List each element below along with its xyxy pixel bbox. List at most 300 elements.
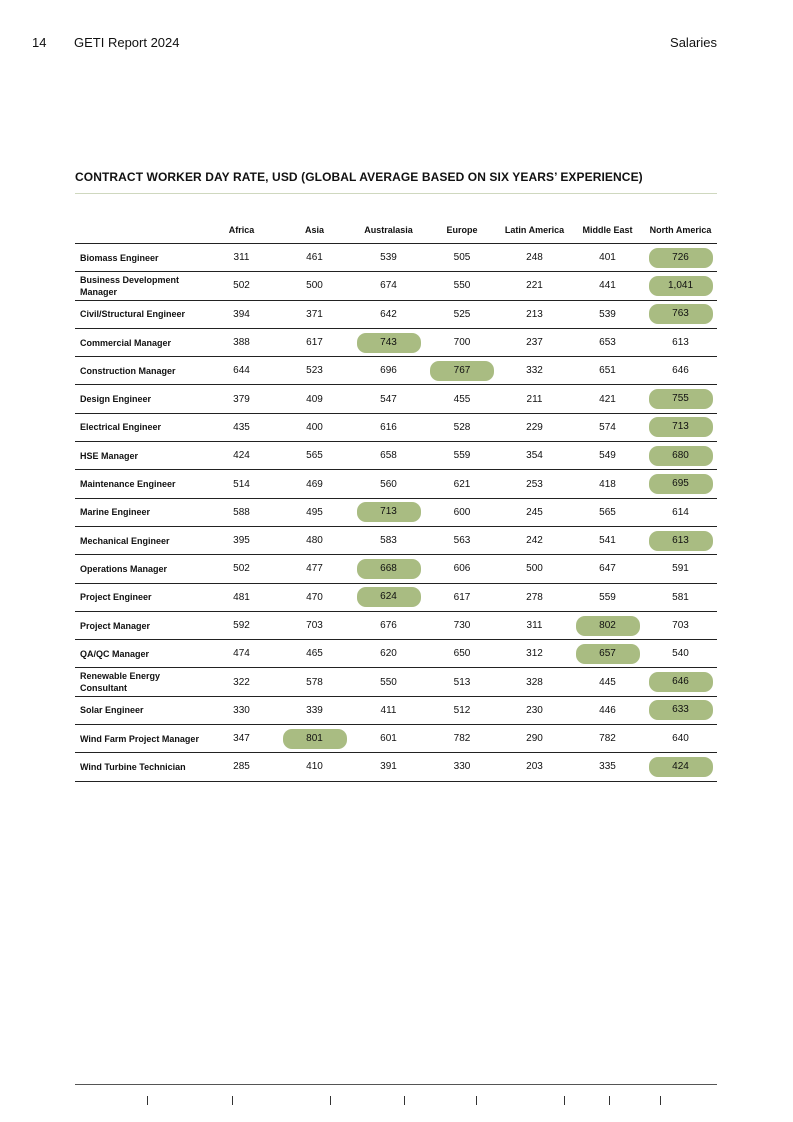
table-row: [75, 753, 717, 781]
rate-value: 474: [233, 648, 250, 660]
rate-value: 644: [233, 365, 250, 377]
rate-cell: [644, 470, 717, 498]
rate-cell: [644, 244, 717, 272]
rate-value: 237: [526, 337, 543, 349]
rate-value: 409: [306, 393, 323, 405]
role-name: Maintenance Engineer: [75, 470, 205, 498]
rate-cell: [351, 328, 426, 356]
rate-cell: [644, 696, 717, 724]
rate-value: 470: [306, 591, 323, 603]
rate-cell: [644, 753, 717, 781]
rate-value: 461: [306, 252, 323, 264]
rate-cell: [205, 300, 278, 328]
table-row: [75, 385, 717, 413]
rate-cell: [351, 526, 426, 554]
highlighted-rate-value: 680: [649, 446, 713, 466]
rate-cell: [351, 498, 426, 526]
rate-cell: [278, 753, 351, 781]
rate-value: 650: [453, 648, 471, 660]
rate-value: 441: [599, 280, 616, 292]
table-row: [75, 725, 717, 753]
rate-value: 550: [453, 280, 471, 292]
rate-value: 563: [453, 535, 471, 547]
rate-cell: [498, 300, 571, 328]
rate-cell: [351, 725, 426, 753]
table-row: [75, 526, 717, 554]
rate-value: 311: [233, 252, 250, 264]
rate-value: 578: [306, 676, 323, 688]
rate-cell: [351, 272, 426, 300]
rate-cell: [571, 470, 644, 498]
rate-cell: [571, 668, 644, 696]
day-rate-table: [75, 217, 717, 782]
rate-value: 328: [526, 676, 543, 688]
rate-value: 229: [526, 421, 543, 433]
rate-cell: [426, 498, 498, 526]
rate-cell: [426, 668, 498, 696]
rate-cell: [571, 498, 644, 526]
table-row: [75, 555, 717, 583]
rate-cell: [426, 272, 498, 300]
highlighted-rate-value: 802: [576, 616, 640, 636]
column-header: Asia: [278, 217, 351, 244]
rate-cell: [498, 611, 571, 639]
table-row: [75, 611, 717, 639]
rate-value: 502: [233, 280, 250, 292]
rate-cell: [278, 555, 351, 583]
rate-value: 354: [526, 450, 543, 462]
rate-value: 565: [306, 450, 323, 462]
highlighted-rate-value: 695: [649, 474, 713, 494]
rate-value: 512: [453, 704, 471, 716]
rate-value: 674: [380, 280, 397, 292]
rate-cell: [205, 555, 278, 583]
rate-cell: [278, 357, 351, 385]
rate-value: 500: [306, 280, 323, 292]
rate-cell: [205, 753, 278, 781]
rate-value: 481: [233, 591, 250, 603]
rate-cell: [351, 385, 426, 413]
rate-value: 469: [306, 478, 323, 490]
rate-cell: [426, 583, 498, 611]
rate-value: 418: [599, 478, 616, 490]
rate-cell: [205, 668, 278, 696]
rate-value: 400: [306, 421, 323, 433]
rate-cell: [644, 442, 717, 470]
rate-cell: [644, 611, 717, 639]
rate-cell: [498, 725, 571, 753]
rate-value: 541: [599, 535, 616, 547]
rate-cell: [426, 357, 498, 385]
rate-cell: [278, 696, 351, 724]
role-name: Design Engineer: [75, 385, 205, 413]
rate-cell: [644, 300, 717, 328]
highlighted-rate-value: 713: [357, 502, 421, 522]
rate-cell: [205, 470, 278, 498]
rate-cell: [426, 328, 498, 356]
rate-cell: [498, 328, 571, 356]
footer-divider: [75, 1084, 717, 1085]
rate-cell: [278, 413, 351, 441]
rate-cell: [644, 725, 717, 753]
table-row: [75, 640, 717, 668]
rate-cell: [426, 725, 498, 753]
rate-cell: [498, 555, 571, 583]
rate-cell: [351, 640, 426, 668]
rate-value: 505: [453, 252, 471, 264]
rate-cell: [498, 753, 571, 781]
rate-cell: [351, 668, 426, 696]
rate-value: 539: [380, 252, 397, 264]
highlighted-rate-value: 1,041: [649, 276, 713, 296]
highlighted-rate-value: 646: [649, 672, 713, 692]
rate-cell: [498, 244, 571, 272]
role-name: Renewable Energy Consultant: [75, 668, 205, 696]
rate-value: 588: [233, 506, 250, 518]
rate-cell: [426, 300, 498, 328]
rate-value: 401: [599, 252, 616, 264]
highlighted-rate-value: 424: [649, 757, 713, 777]
rate-value: 248: [526, 252, 543, 264]
rate-value: 620: [380, 648, 397, 660]
rate-cell: [498, 498, 571, 526]
rate-value: 394: [233, 308, 250, 320]
highlighted-rate-value: 713: [649, 417, 713, 437]
footer-tick: [660, 1096, 661, 1105]
rate-value: 330: [453, 761, 471, 773]
rate-cell: [205, 244, 278, 272]
table-row: [75, 696, 717, 724]
rate-cell: [278, 526, 351, 554]
rate-value: 539: [599, 308, 616, 320]
table-row: [75, 583, 717, 611]
rate-cell: [498, 640, 571, 668]
table-row: [75, 244, 717, 272]
rate-value: 379: [233, 393, 250, 405]
rate-cell: [498, 442, 571, 470]
role-column-header: [75, 217, 205, 244]
rate-cell: [571, 583, 644, 611]
rate-value: 242: [526, 535, 543, 547]
rate-cell: [205, 272, 278, 300]
rate-cell: [426, 555, 498, 583]
rate-value: 600: [453, 506, 471, 518]
rate-value: 290: [526, 733, 543, 745]
rate-cell: [278, 470, 351, 498]
rate-value: 606: [453, 563, 471, 575]
rate-value: 581: [672, 591, 689, 603]
rate-value: 559: [453, 450, 471, 462]
rate-value: 371: [306, 308, 323, 320]
rate-value: 651: [599, 365, 616, 377]
rate-value: 513: [453, 676, 471, 688]
rate-cell: [278, 498, 351, 526]
highlighted-rate-value: 726: [649, 248, 713, 268]
rate-cell: [571, 640, 644, 668]
rate-value: 616: [380, 421, 397, 433]
column-header: Australasia: [351, 217, 426, 244]
rate-value: 278: [526, 591, 543, 603]
rate-value: 395: [233, 535, 250, 547]
rate-cell: [498, 526, 571, 554]
rate-cell: [426, 385, 498, 413]
rate-cell: [571, 413, 644, 441]
rate-cell: [205, 385, 278, 413]
rate-cell: [571, 725, 644, 753]
rate-cell: [644, 583, 717, 611]
table-body: [75, 244, 717, 782]
rate-cell: [571, 272, 644, 300]
rate-cell: [498, 696, 571, 724]
rate-value: 642: [380, 308, 397, 320]
rate-cell: [571, 357, 644, 385]
rate-value: 245: [526, 506, 543, 518]
rate-cell: [571, 696, 644, 724]
highlighted-rate-value: 801: [283, 729, 347, 749]
rate-value: 332: [526, 365, 543, 377]
rate-value: 782: [599, 733, 616, 745]
rate-value: 455: [453, 393, 471, 405]
page-number: 14: [32, 35, 47, 50]
rate-cell: [498, 357, 571, 385]
footer-tick: [564, 1096, 565, 1105]
rate-cell: [278, 442, 351, 470]
rate-cell: [571, 300, 644, 328]
rate-value: 203: [526, 761, 543, 773]
rate-value: 347: [233, 733, 250, 745]
rate-cell: [571, 385, 644, 413]
rate-cell: [644, 640, 717, 668]
rate-cell: [426, 611, 498, 639]
table-row: [75, 413, 717, 441]
role-name: Project Engineer: [75, 583, 205, 611]
rate-value: 523: [306, 365, 323, 377]
rate-value: 411: [380, 704, 397, 716]
rate-value: 700: [453, 337, 471, 349]
rate-cell: [498, 668, 571, 696]
table-row: [75, 470, 717, 498]
rate-cell: [278, 328, 351, 356]
table-row: [75, 300, 717, 328]
rate-value: 560: [380, 478, 397, 490]
role-name: Biomass Engineer: [75, 244, 205, 272]
rate-value: 388: [233, 337, 250, 349]
rate-cell: [351, 470, 426, 498]
rate-value: 330: [233, 704, 250, 716]
rate-value: 230: [526, 704, 543, 716]
rate-value: 285: [233, 761, 250, 773]
rate-cell: [278, 640, 351, 668]
highlighted-rate-value: 624: [357, 587, 421, 607]
rate-value: 646: [672, 365, 689, 377]
rate-cell: [571, 526, 644, 554]
rate-value: 703: [306, 620, 323, 631]
rate-cell: [278, 611, 351, 639]
rate-value: 647: [599, 563, 616, 575]
rate-value: 601: [380, 733, 397, 745]
rate-cell: [426, 470, 498, 498]
title-divider: [75, 193, 717, 194]
rate-cell: [205, 498, 278, 526]
rate-value: 495: [306, 506, 323, 518]
rate-cell: [205, 725, 278, 753]
rate-value: 525: [453, 308, 471, 320]
rate-value: 514: [233, 478, 250, 490]
rate-cell: [426, 753, 498, 781]
highlighted-rate-value: 657: [576, 644, 640, 664]
rate-cell: [205, 357, 278, 385]
rate-cell: [498, 413, 571, 441]
table-row: [75, 272, 717, 300]
rate-value: 446: [599, 704, 616, 716]
rate-cell: [205, 583, 278, 611]
rate-cell: [351, 583, 426, 611]
rate-cell: [498, 583, 571, 611]
rate-value: 653: [599, 337, 616, 349]
column-header: Latin America: [498, 217, 571, 244]
role-name: HSE Manager: [75, 442, 205, 470]
rate-cell: [205, 442, 278, 470]
rate-cell: [278, 668, 351, 696]
rate-cell: [571, 244, 644, 272]
highlighted-rate-value: 613: [649, 531, 713, 551]
rate-value: 592: [233, 620, 250, 631]
rate-value: 540: [672, 648, 689, 660]
rate-value: 335: [599, 761, 616, 773]
rate-value: 591: [672, 563, 689, 575]
column-header: Middle East: [571, 217, 644, 244]
rate-cell: [571, 328, 644, 356]
rate-cell: [426, 640, 498, 668]
rate-cell: [571, 555, 644, 583]
highlighted-rate-value: 668: [357, 559, 421, 579]
rate-value: 502: [233, 563, 250, 575]
rate-cell: [278, 385, 351, 413]
footer-tick: [609, 1096, 610, 1105]
rate-value: 617: [453, 591, 471, 603]
rate-cell: [205, 640, 278, 668]
role-name: QA/QC Manager: [75, 640, 205, 668]
section-label: Salaries: [670, 35, 717, 50]
rate-cell: [205, 413, 278, 441]
highlighted-rate-value: 767: [430, 361, 494, 381]
role-name: Business Development Manager: [75, 272, 205, 300]
rate-cell: [351, 413, 426, 441]
rate-value: 211: [526, 393, 543, 405]
rate-value: 221: [526, 280, 543, 292]
rate-value: 410: [306, 761, 323, 773]
rate-cell: [644, 526, 717, 554]
rate-cell: [571, 442, 644, 470]
role-name: Wind Farm Project Manager: [75, 725, 205, 753]
highlighted-rate-value: 755: [649, 389, 713, 409]
rate-value: 445: [599, 676, 616, 688]
rate-value: 565: [599, 506, 616, 518]
rate-value: 465: [306, 648, 323, 660]
rate-cell: [498, 470, 571, 498]
footer-tick: [476, 1096, 477, 1105]
footer-tick: [232, 1096, 233, 1105]
rate-cell: [571, 611, 644, 639]
rate-value: 613: [672, 337, 689, 349]
highlighted-rate-value: 633: [649, 700, 713, 720]
rate-cell: [644, 498, 717, 526]
rate-value: 253: [526, 478, 543, 490]
rate-cell: [498, 272, 571, 300]
rate-cell: [278, 300, 351, 328]
rate-value: 549: [599, 450, 616, 462]
rate-cell: [351, 244, 426, 272]
rate-cell: [205, 696, 278, 724]
rate-value: 640: [672, 733, 689, 745]
rate-cell: [351, 555, 426, 583]
role-name: Solar Engineer: [75, 696, 205, 724]
rate-value: 621: [453, 478, 471, 490]
footer-tick: [404, 1096, 405, 1105]
rate-cell: [278, 583, 351, 611]
highlighted-rate-value: 763: [649, 304, 713, 324]
highlighted-rate-value: 743: [357, 333, 421, 353]
rate-cell: [644, 328, 717, 356]
rate-cell: [351, 753, 426, 781]
rate-value: 782: [453, 733, 471, 745]
rate-cell: [644, 385, 717, 413]
rate-value: 312: [526, 648, 543, 660]
footer-tick: [330, 1096, 331, 1105]
rate-value: 391: [380, 761, 397, 773]
column-header: Africa: [205, 217, 278, 244]
rate-value: 477: [306, 563, 323, 575]
rate-value: 696: [380, 365, 397, 377]
rate-value: 480: [306, 535, 323, 547]
rate-cell: [351, 611, 426, 639]
rate-cell: [571, 753, 644, 781]
rate-cell: [498, 385, 571, 413]
rate-cell: [205, 328, 278, 356]
table-row: [75, 442, 717, 470]
table-title: CONTRACT WORKER DAY RATE, USD (GLOBAL AVERAGE BASED ON SIX YEARS’ EXPERIENCE): [75, 170, 643, 184]
rate-value: 421: [599, 393, 616, 405]
role-name: Electrical Engineer: [75, 413, 205, 441]
rate-cell: [205, 526, 278, 554]
role-name: Mechanical Engineer: [75, 526, 205, 554]
rate-cell: [426, 442, 498, 470]
rate-cell: [278, 725, 351, 753]
rate-cell: [426, 526, 498, 554]
rate-value: 730: [453, 620, 471, 631]
rate-cell: [644, 413, 717, 441]
rate-cell: [644, 555, 717, 583]
report-title: GETI Report 2024: [74, 35, 180, 50]
rate-value: 311: [526, 620, 543, 631]
role-name: Marine Engineer: [75, 498, 205, 526]
rate-value: 574: [599, 421, 616, 433]
table-row: [75, 328, 717, 356]
rate-value: 658: [380, 450, 397, 462]
role-name: Project Manager: [75, 611, 205, 639]
rate-value: 614: [672, 506, 689, 518]
role-name: Wind Turbine Technician: [75, 753, 205, 781]
rate-cell: [644, 668, 717, 696]
rate-value: 703: [672, 620, 689, 631]
rate-cell: [351, 696, 426, 724]
column-header: Europe: [426, 217, 498, 244]
rate-cell: [351, 300, 426, 328]
rate-cell: [644, 357, 717, 385]
table-row: [75, 357, 717, 385]
rate-value: 550: [380, 676, 397, 688]
rate-cell: [351, 357, 426, 385]
